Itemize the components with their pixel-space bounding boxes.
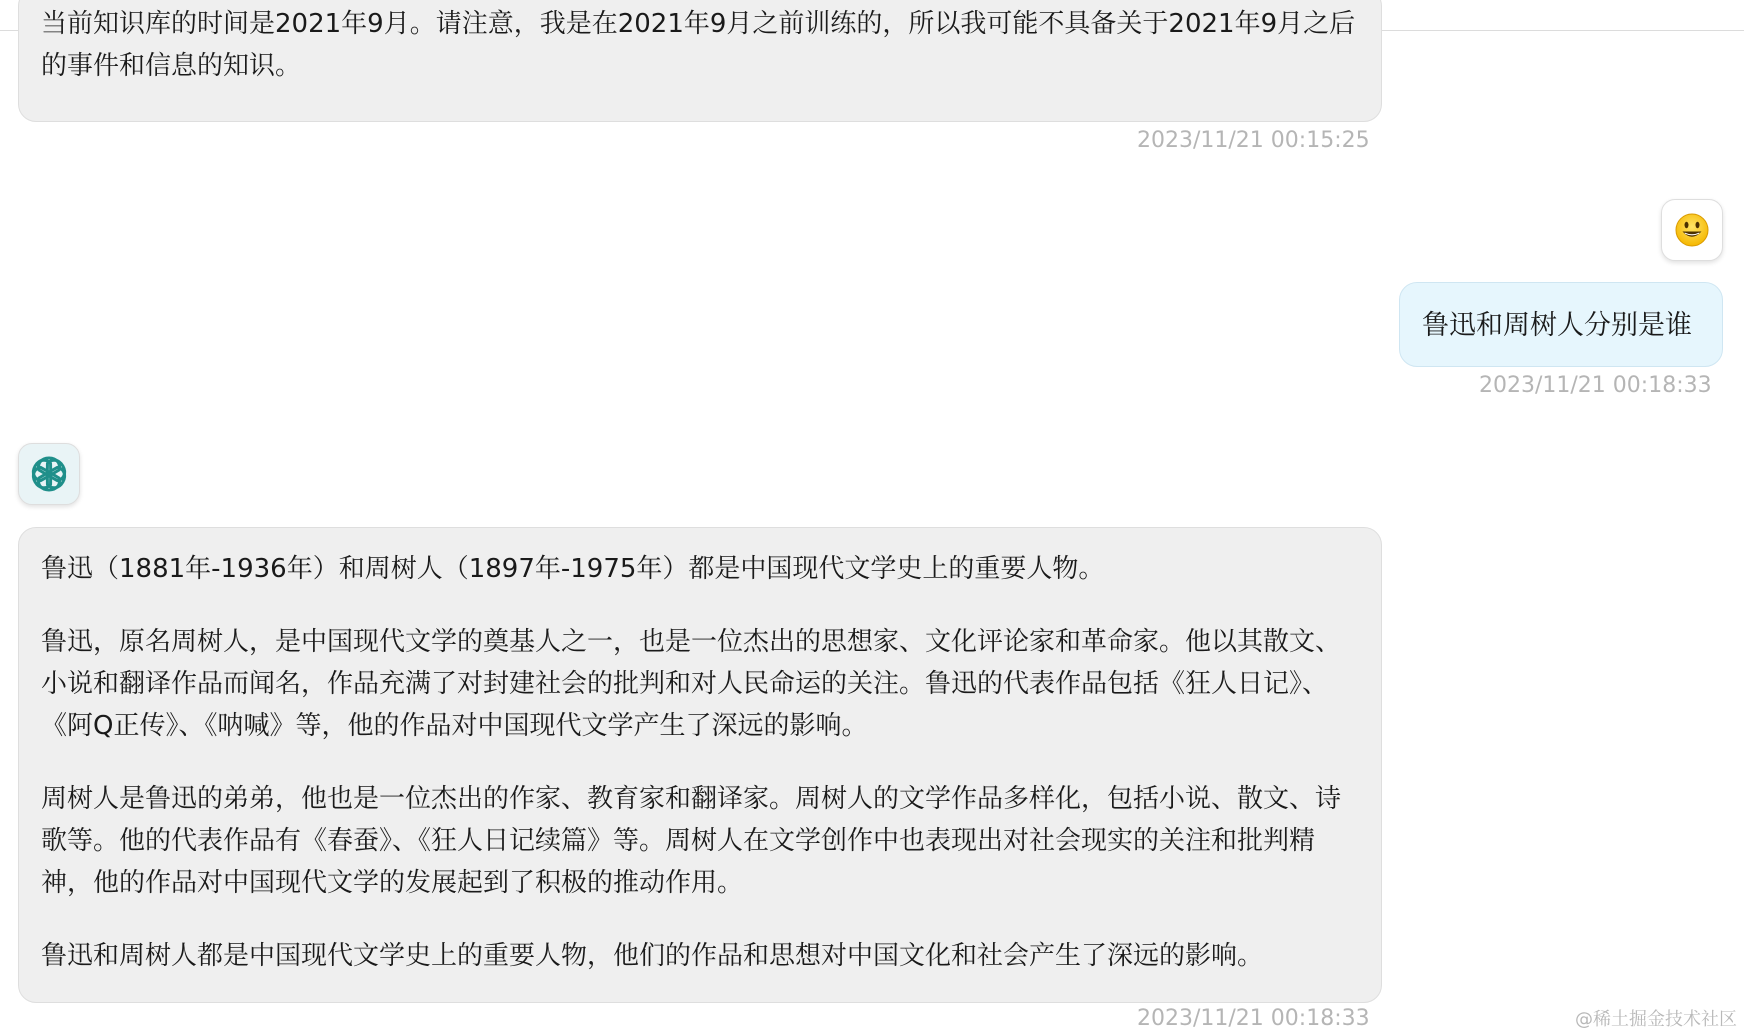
message-timestamp: 2023/11/21 00:18:33: [1137, 1006, 1370, 1031]
smiley-face-icon: [1674, 212, 1710, 248]
message-paragraph: 鲁迅（1881年-1936年）和周树人（1897年-1975年）都是中国现代文学史上的重要人物。: [41, 554, 1105, 584]
message-timestamp: 2023/11/21 00:15:25: [1137, 128, 1370, 153]
message-text: 当前知识库的时间是2021年9月。请注意，我是在2021年9月之前训练的，所以我可能不具备关于2021年9月之后的事件和信息的知识。: [41, 9, 1356, 81]
assistant-message-bubble: [18, 527, 1382, 1003]
user-message-bubble: [1399, 282, 1723, 367]
message-paragraph: 鲁迅和周树人都是中国现代文学史上的重要人物，他们的作品和思想对中国文化和社会产生了深远的影响。: [41, 941, 1264, 971]
message-paragraph: 周树人是鲁迅的弟弟，他也是一位杰出的作家、教育家和翻译家。周树人的文学作品多样化，包括小说、散文、诗歌等。他的代表作品有《春蚕》、《狂人日记续篇》等。周树人在文学创作中也表现出对社会现实的关注和批判精神，他的作品对中国现代文学的发展起到了积极的推动作用。: [41, 784, 1342, 898]
user-avatar: [1661, 199, 1723, 261]
assistant-avatar: [18, 443, 80, 505]
message-paragraph: 鲁迅，原名周树人，是中国现代文学的奠基人之一，也是一位杰出的思想家、文化评论家和革命家。他以其散文、小说和翻译作品而闻名，作品充满了对封建社会的批判和对人民命运的关注。鲁迅的代表作品包括《狂人日记》、《阿Q正传》、《呐喊》等，他的作品对中国现代文学产生了深远的影响。: [41, 627, 1342, 741]
message-timestamp: 2023/11/21 00:18:33: [1479, 373, 1712, 398]
watermark: @稀土掘金技术社区: [1575, 1009, 1737, 1030]
assistant-message-bubble: [18, 0, 1382, 122]
message-text: 鲁迅和周树人分别是谁: [1422, 310, 1692, 341]
openai-logo-icon: [27, 452, 71, 496]
